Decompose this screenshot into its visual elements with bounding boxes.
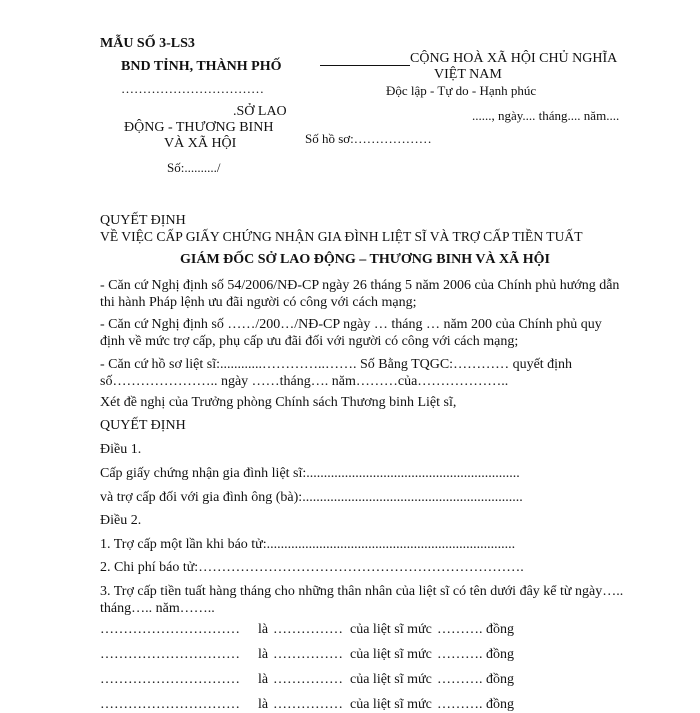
national-motto: Độc lập - Tự do - Hạnh phúc <box>386 83 537 98</box>
issuing-province: BND TỈNH, THÀNH PHỐ <box>121 59 282 74</box>
decision-subject: VỀ VIỆC CẤP GIẤY CHỨNG NHẬN GIA ĐÌNH LIỆT SĨ VÀ TRỢ CẤP TIỀN TUẤT <box>100 229 583 244</box>
article-2-item-2: 2. Chi phí báo tử:……………………………………………………………. <box>100 560 524 575</box>
currency-unit: đồng <box>486 647 514 662</box>
article-1-line-2: và trợ cấp đối với gia đình ông (bà):............................................................... <box>100 490 523 505</box>
currency-unit: đồng <box>486 622 514 637</box>
relation-word: là <box>258 697 269 712</box>
relationship-blank: …………… <box>273 697 343 712</box>
country-name-line-2: VIỆT NAM <box>434 67 502 82</box>
relationship-blank: …………… <box>273 622 343 637</box>
relative-name-blank: ………………………… <box>100 697 240 712</box>
martyr-level-label: của liệt sĩ mức <box>350 647 432 662</box>
basis-paragraph-2: - Căn cứ Nghị định số ……/200…/NĐ-CP ngày … tháng … năm 200 của Chính phủ quy định về mức trợ cấp, phụ cấp ưu đãi đối với người có công với cách mạng; <box>100 317 602 349</box>
basis-paragraph-3: - Căn cứ hồ sơ liệt sĩ:............…………..……. Số Bằng TQGC:………… quyết định số………………….. ngày ……tháng…. năm………của……………….. <box>100 357 573 389</box>
amount-blank: ………. <box>437 647 483 662</box>
province-dots: …………………………… <box>121 81 264 96</box>
relative-name-blank: ………………………… <box>100 647 240 662</box>
article-2-item-1: 1. Trợ cấp một lần khi báo tử:....................................................................... <box>100 537 516 552</box>
currency-unit: đồng <box>486 697 514 712</box>
issue-date: ......, ngày.... tháng.... năm.... <box>472 108 620 123</box>
article-1-heading: Điều 1. <box>100 442 142 457</box>
currency-unit: đồng <box>486 672 514 687</box>
file-number: Số hồ sơ:……………… <box>305 131 432 146</box>
dept-line-3: VÀ XÃ HỘI <box>164 136 237 151</box>
relation-word: là <box>258 647 269 662</box>
amount-blank: ………. <box>437 697 483 712</box>
dept-line-1: .SỞ LAO <box>233 104 287 119</box>
basis-paragraph-1: - Căn cứ Nghị định số 54/2006/NĐ-CP ngày 26 tháng 5 năm 2006 của Chính phủ hướng dẫn thi hành Pháp lệnh ưu đãi người có công với cách mạng; <box>100 278 620 310</box>
article-1-line-1: Cấp giấy chứng nhận gia đình liệt sĩ:............................................................. <box>100 466 520 481</box>
martyr-level-label: của liệt sĩ mức <box>350 672 432 687</box>
relation-word: là <box>258 622 269 637</box>
martyr-level-label: của liệt sĩ mức <box>350 622 432 637</box>
country-name-line-1: CỘNG HOÀ XÃ HỘI CHỦ NGHĨA <box>410 51 618 66</box>
decision-label: QUYẾT ĐỊNH <box>100 213 186 228</box>
header-rule <box>320 65 410 66</box>
proposal-line: Xét đề nghị của Trưởng phòng Chính sách Thương binh Liệt sĩ, <box>100 395 457 410</box>
relation-word: là <box>258 672 269 687</box>
amount-blank: ………. <box>437 622 483 637</box>
relative-name-blank: ………………………… <box>100 672 240 687</box>
relationship-blank: …………… <box>273 672 343 687</box>
relationship-blank: …………… <box>273 647 343 662</box>
relative-name-blank: ………………………… <box>100 622 240 637</box>
dept-line-2: ĐỘNG - THƯƠNG BINH <box>124 120 274 135</box>
form-code: MẪU SỐ 3-LS3 <box>100 36 195 51</box>
issuing-authority: GIÁM ĐỐC SỞ LAO ĐỘNG – THƯƠNG BINH VÀ XÃ HỘI <box>180 252 550 267</box>
article-2-item-3: 3. Trợ cấp tiền tuất hàng tháng cho những thân nhân của liệt sĩ có tên dưới đây kể từ ngày….. tháng….. năm…….. <box>100 584 624 616</box>
article-2-heading: Điều 2. <box>100 513 142 528</box>
decide-label: QUYẾT ĐỊNH <box>100 418 186 433</box>
amount-blank: ………. <box>437 672 483 687</box>
martyr-level-label: của liệt sĩ mức <box>350 697 432 712</box>
decision-number: Số:........../ <box>167 160 221 175</box>
